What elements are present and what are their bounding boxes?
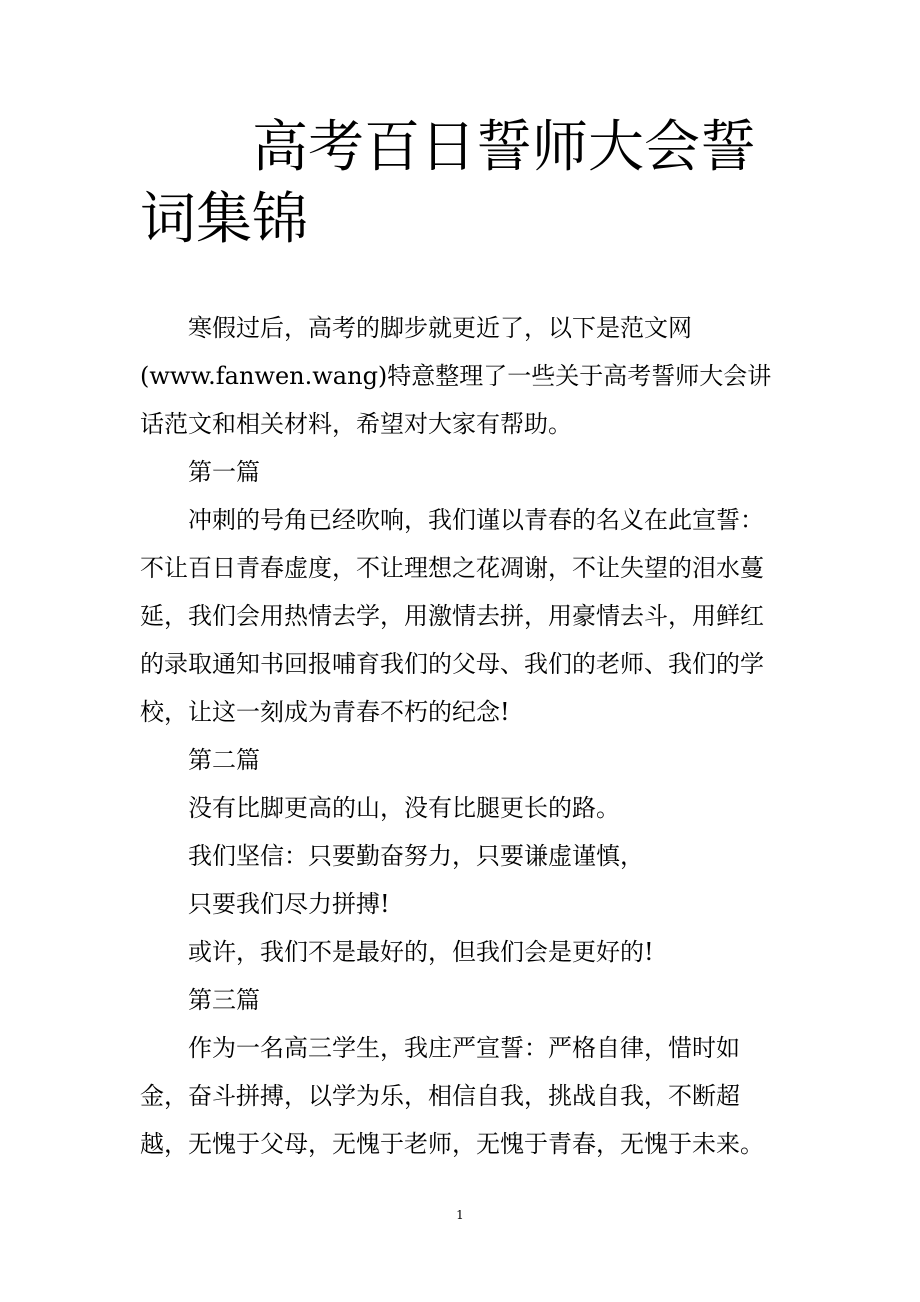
section-heading: 第二篇: [188, 746, 260, 774]
document-title: 高考百日誓师大会誓词集锦: [140, 115, 756, 252]
section-heading: 第三篇: [188, 986, 260, 1014]
document-body: [140, 304, 780, 1168]
section-paragraph: 只要我们尽力拼搏!: [188, 890, 390, 918]
section-paragraph: 冲刺的号角已经吹响，我们谨以青春的名义在此宣誓：不让百日青春虚度，不让理想之花凋谢，不让失望的泪水蔓延，我们会用热情去学，用激情去拼，用豪情去斗，用鲜红的录取通知书回报哺育我们的父母、我们的老师、我们的学校，让这一刻成为青春不朽的纪念!: [140, 506, 764, 726]
page-number: 1: [456, 1208, 464, 1222]
section-heading: 第一篇: [188, 458, 260, 486]
intro-paragraph: 寒假过后，高考的脚步就更近了，以下是范文网(www.fanwen.wang)特意整理了一些关于高考誓师大会讲话范文和相关材料，希望对大家有帮助。: [140, 314, 772, 438]
section-paragraph: 我们坚信：只要勤奋努力，只要谦虚谨慎，: [188, 842, 644, 870]
section-paragraph: 或许，我们不是最好的，但我们会是更好的!: [188, 938, 654, 966]
section-paragraph: 没有比脚更高的山，没有比腿更长的路。: [188, 794, 620, 822]
section-paragraph: 作为一名高三学生，我庄严宣誓：严格自律，惜时如金，奋斗拼搏，以学为乐，相信自我，挑战自我，不断超越，无愧于父母，无愧于老师，无愧于青春，无愧于未来。: [140, 1034, 764, 1158]
